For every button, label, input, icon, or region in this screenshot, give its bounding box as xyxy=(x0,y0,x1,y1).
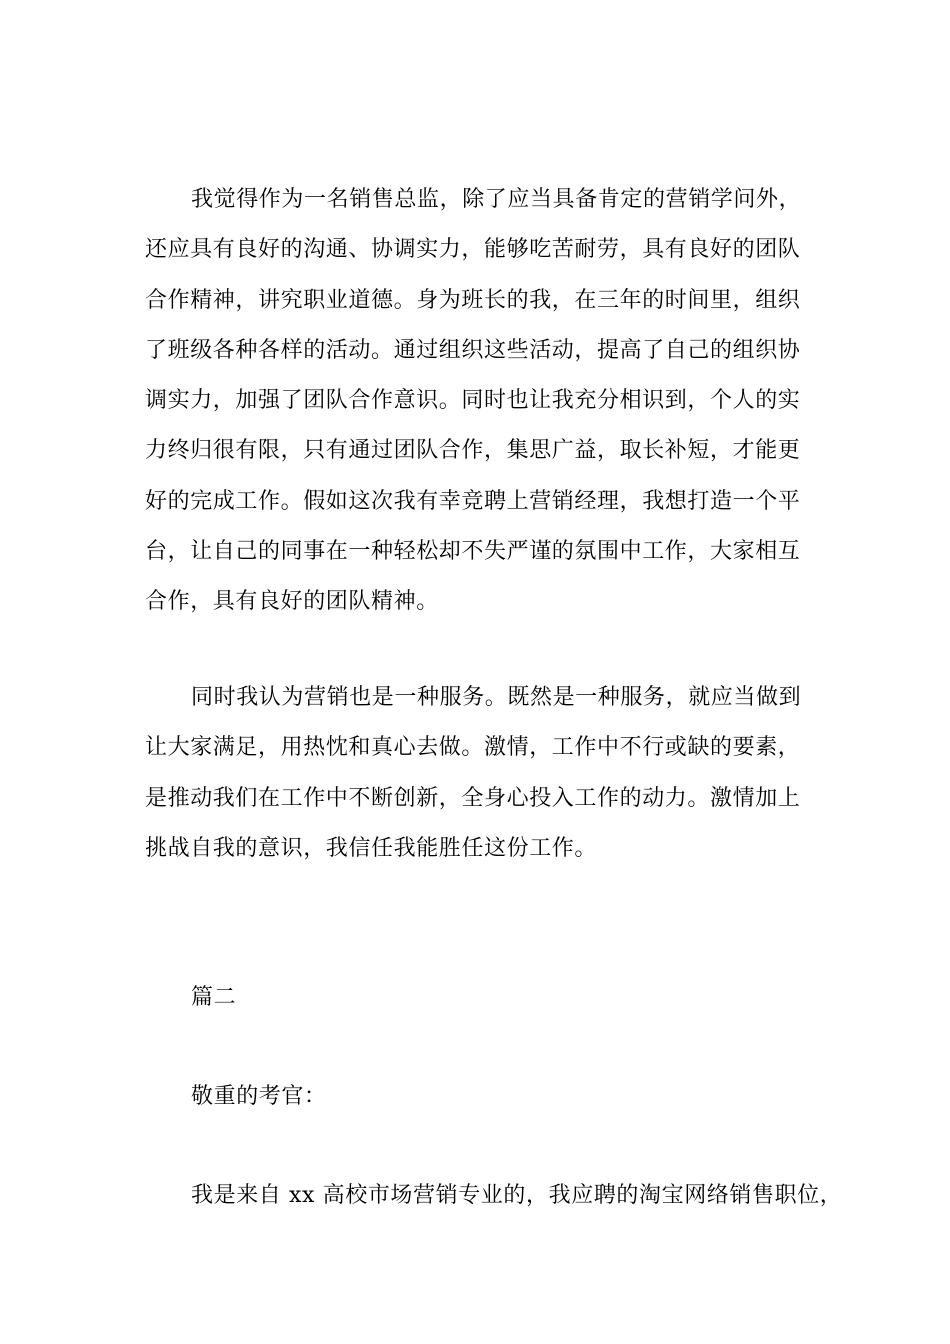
paragraph-line: 同时我认为营销也是一种服务。既然是一种服务，就应当做到 xyxy=(191,685,802,710)
paragraph-line: 了班级各种各样的活动。通过组织这些活动，提高了自己的组织协 xyxy=(145,337,801,363)
paragraph-line: 好的完成工作。假如这次我有幸竞聘上营销经理，我想打造一个平 xyxy=(145,488,801,514)
paragraph-application-intro: 我是来自 xx 高校市场营销专业的，我应聘的淘宝网络销售职位， xyxy=(191,1183,843,1208)
paragraph-line: 挑战自我的意识，我信任我能胜任这份工作。 xyxy=(145,835,598,861)
paragraph-line: 让大家满足，用热忱和真心去做。激情，工作中不行或缺的要素， xyxy=(145,735,801,761)
paragraph-line: 合作精神，讲究职业道德。身为班长的我，在三年的时间里，组织 xyxy=(145,287,801,313)
paragraph-line: 还应具有良好的沟通、协调实力，能够吃苦耐劳，具有良好的团队 xyxy=(145,237,801,263)
paragraph-line: 我觉得作为一名销售总监，除了应当具备肯定的营销学问外， xyxy=(191,187,802,212)
salutation: 敬重的考官： xyxy=(191,1084,327,1109)
paragraph-line: 合作，具有良好的团队精神。 xyxy=(145,589,439,615)
paragraph-sales-director xyxy=(145,175,835,628)
paragraph-line: 台，让自己的同事在一种轻松却不失严谨的氛围中工作，大家相互 xyxy=(145,539,801,565)
paragraph-line: 力终归很有限，只有通过团队合作，集思广益，取长补短，才能更 xyxy=(145,438,801,464)
section-heading: 篇二 xyxy=(191,985,237,1010)
paragraph-line: 调实力，加强了团队合作意识。同时也让我充分相识到，个人的实 xyxy=(145,388,801,414)
paragraph-marketing-service xyxy=(145,673,835,874)
paragraph-line: 是推动我们在工作中不断创新，全身心投入工作的动力。激情加上 xyxy=(145,785,801,811)
